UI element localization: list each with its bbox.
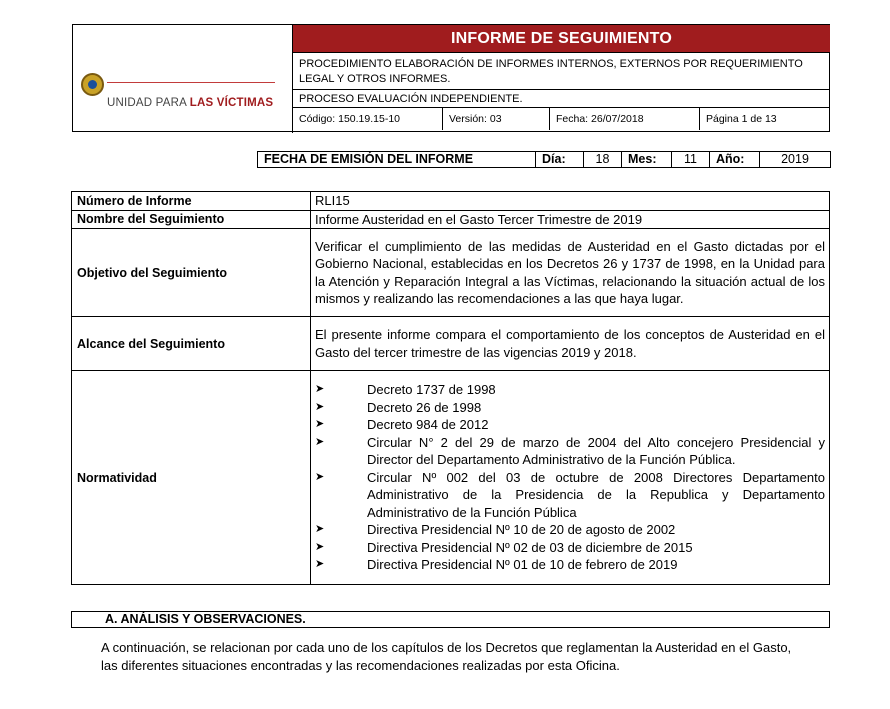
arrow-bullet-icon: ➤ [315,523,325,536]
logo-cell [73,25,293,133]
logo-text-bold: LAS VÍCTIMAS [189,97,274,109]
procedure-name: PROCEDIMIENTO ELABORACIÓN DE INFORMES INTERNOS, EXTERNOS POR REQUERIMIENTO LEGAL Y OTROS INFORMES. [293,53,830,90]
year-label: Año: [710,152,760,167]
report-number-value: RLI15 [311,192,830,211]
section-paragraph: A continuación, se relacionan por cada uno de los capítulos de los Decretos que reglamentan la Austeridad en el Gasto, las diferentes situaciones encontradas y las recomendaciones realizadas por esta Oficina. [101,640,792,673]
header-info [293,25,830,131]
list-item [315,521,825,539]
regulation-text: Circular Nº 002 del 03 de octubre de 2008 Directores Departamento Administrativo de la Presidencia de la Republica y Departamento Administrativo de la Función Pública [367,469,825,520]
list-item [315,399,825,417]
followup-name-value: Informe Austeridad en el Gasto Tercer Trimestre de 2019 [311,210,830,229]
regulation-text: Circular N° 2 del 29 de marzo de 2004 del Alto concejero Presidencial y Director del Departamento Administrativo de la Función Pública. [367,434,825,468]
objective-label: Objetivo del Seguimiento [72,229,311,317]
coat-of-arms-icon [81,73,104,96]
regulations-label: Normatividad [72,371,311,585]
regulations-list [315,381,825,574]
list-item [315,469,825,522]
document-date: Fecha: 26/07/2018 [550,108,700,130]
process-name: PROCESO EVALUACIÓN INDEPENDIENTE. [293,90,830,108]
document-title: INFORME DE SEGUIMIENTO [293,25,830,53]
list-item [315,416,825,434]
logo-divider [107,82,275,83]
document-header [72,24,830,132]
section-heading: A. ANÁLISIS Y OBSERVACIONES. [71,611,830,628]
regulation-text: Directiva Presidencial Nº 01 de 10 de febrero de 2019 [367,557,678,573]
arrow-bullet-icon: ➤ [315,400,325,413]
page-number: Página 1 de 13 [706,113,777,125]
table-row [72,229,830,317]
document-version: Versión: 03 [443,108,550,130]
regulations-cell [311,371,830,585]
document-metadata [293,108,830,130]
month-label: Mes: [622,152,672,167]
year-value: 2019 [781,152,809,166]
arrow-bullet-icon: ➤ [315,540,325,553]
list-item [315,556,825,574]
scope-value: El presente informe compara el comportamiento de los conceptos de Austeridad en el Gasto del tercer trimestre de las vigencias 2019 y 2018. [311,317,830,371]
document-code: Código: 150.19.15-10 [293,108,443,130]
table-row [72,210,830,229]
emission-date-label: FECHA DE EMISIÓN DEL INFORME [258,152,536,167]
regulation-text: Directiva Presidencial Nº 10 de 20 de agosto de 2002 [367,522,676,538]
arrow-bullet-icon: ➤ [315,418,325,431]
arrow-bullet-icon: ➤ [315,558,325,571]
institution-logo-text [107,97,273,109]
regulation-text: Decreto 1737 de 1998 [367,382,496,398]
scope-label: Alcance del Seguimiento [72,317,311,371]
table-row [72,192,830,211]
table-row [72,371,830,585]
table-row [72,317,830,371]
report-info-table [71,191,830,585]
day-value: 18 [584,152,622,167]
report-number-label: Número de Informe [72,192,311,211]
followup-name-label: Nombre del Seguimiento [72,210,311,229]
list-item [315,539,825,557]
emission-date-row [257,151,831,168]
regulation-text: Directiva Presidencial Nº 02 de 03 de diciembre de 2015 [367,539,693,555]
arrow-bullet-icon: ➤ [315,470,325,483]
logo-text-regular: UNIDAD PARA [107,97,190,109]
month-value: 11 [672,152,710,167]
arrow-bullet-icon: ➤ [315,435,325,448]
list-item [315,434,825,469]
arrow-bullet-icon: ➤ [315,383,325,396]
day-label: Día: [536,152,584,167]
objective-value: Verificar el cumplimiento de las medidas de Austeridad en el Gasto dictadas por el Gobierno Nacional, establecidas en los Decretos 26 y 1737 de 1998, en la Unidad para la Atención y Reparación Integral a las Víctimas, relacionando la situación actual de los mismos y realizando las recomendaciones a las que haya lugar. [311,229,830,317]
regulation-text: Decreto 984 de 2012 [367,417,489,433]
list-item [315,381,825,399]
regulation-text: Decreto 26 de 1998 [367,399,482,415]
